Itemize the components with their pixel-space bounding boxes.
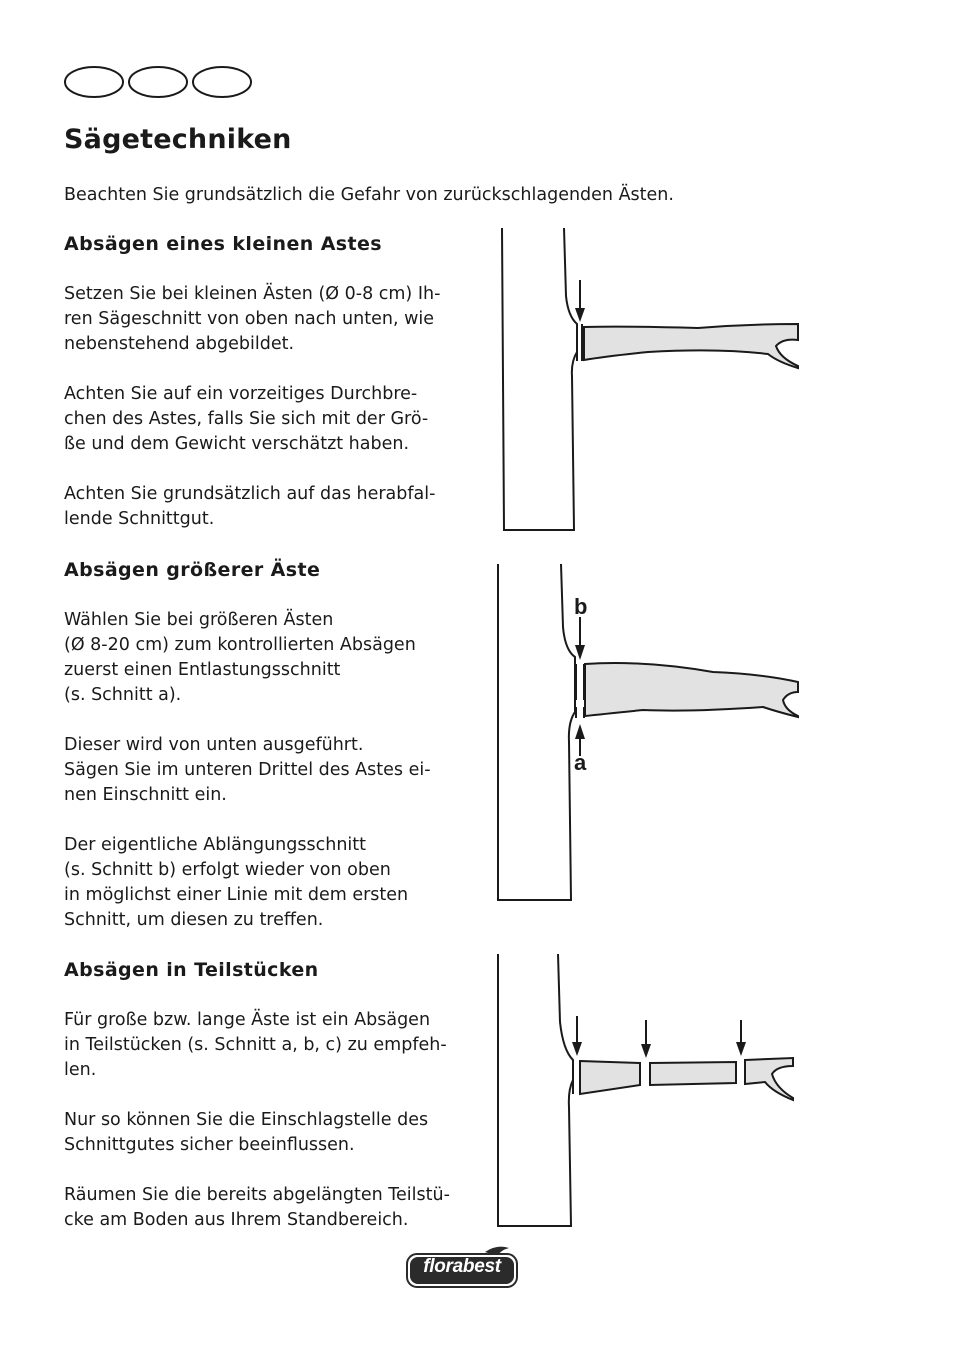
branch-piece-2 [650, 1062, 736, 1085]
figure-larger-branch-cut [493, 562, 803, 906]
cut-b-label: b [574, 594, 588, 619]
section-paragraph: Wählen Sie bei größeren Ästen (Ø 8-20 cm) zum kontrollierten Absägen zuerst einen Entlastungsschnitt (s. Schnitt a). [64, 610, 416, 705]
small-branch-illustration [498, 226, 800, 532]
branch-piece-1 [580, 1061, 640, 1094]
language-oval-2 [129, 67, 187, 97]
page-title: Sägetechniken [64, 124, 292, 155]
cut-a-arrow-head [575, 724, 585, 739]
cut-arrow-head [641, 1044, 651, 1058]
language-oval-1 [65, 67, 123, 97]
section-larger-branch [64, 558, 459, 933]
section-paragraph: Räumen Sie die bereits abgelängten Teilstü- cke am Boden aus Ihrem Standbereich. [64, 1185, 450, 1230]
section-small-branch [64, 232, 459, 532]
section-paragraph: Nur so können Sie die Einschlagstelle des Schnittgutes sicher beeinflussen. [64, 1110, 429, 1155]
section-paragraph: Für große bzw. lange Äste ist ein Absägen in Teilstücken (s. Schnitt a, b, c) zu empfeh- len. [64, 1010, 447, 1080]
florabest-logo [405, 1244, 519, 1290]
larger-branch-illustration [493, 562, 803, 902]
trunk-outline [498, 954, 573, 1226]
logo-text: florabest [423, 1256, 501, 1277]
trunk-outline [498, 564, 575, 900]
figure-partial-pieces-cut [493, 952, 798, 1232]
language-oval-3 [193, 67, 251, 97]
trunk-outline [502, 228, 577, 530]
section-paragraph: Dieser wird von unten ausgeführt. Sägen Sie im unteren Drittel des Astes ei- nen Einschnitt ein. [64, 735, 431, 805]
section-heading: Absägen in Teilstücken [64, 959, 319, 981]
section-paragraph: Achten Sie grundsätzlich auf das herabfal- lende Schnittgut. [64, 484, 436, 529]
branch-outline [585, 663, 798, 717]
section-paragraph: Der eigentliche Ablängungsschnitt (s. Schnitt b) erfolgt wieder von oben in möglichst einer Linie mit dem ersten Schnitt, um diesen zu treffen. [64, 835, 409, 930]
cut-arrow-head [572, 1042, 582, 1056]
cut-arrow-head [736, 1042, 746, 1056]
section-partial-pieces [64, 958, 459, 1233]
language-ovals [63, 66, 253, 98]
branch-outline [584, 324, 798, 368]
cut-b-arrow-head [575, 645, 585, 660]
branch-piece-3 [745, 1058, 793, 1100]
section-paragraph: Setzen Sie bei kleinen Ästen (Ø 0-8 cm) Ih- ren Sägeschnitt von oben nach unten, wie nebenstehend abgebildet. [64, 284, 441, 354]
intro-text: Beachten Sie grundsätzlich die Gefahr von zurückschlagenden Ästen. [64, 185, 674, 205]
figure-small-branch-cut [498, 226, 800, 536]
section-heading: Absägen eines kleinen Astes [64, 233, 382, 255]
cut-a-label: a [574, 750, 587, 775]
section-paragraph: Achten Sie auf ein vorzeitiges Durchbre- chen des Astes, falls Sie sich mit der Grö- ße und dem Gewicht verschätzt haben. [64, 384, 429, 454]
partial-pieces-illustration [493, 952, 798, 1228]
cut-arrow-head [575, 308, 585, 322]
section-heading: Absägen größerer Äste [64, 559, 321, 581]
